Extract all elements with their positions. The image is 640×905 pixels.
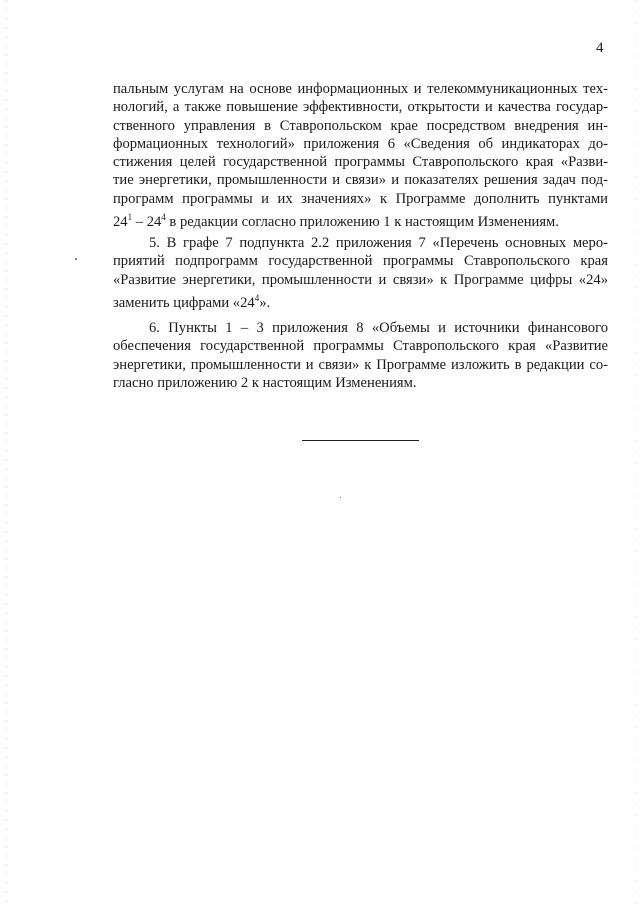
text-line xyxy=(113,208,608,230)
text-line: пальным услугам на основе информационных и телекоммуникационных тех- xyxy=(113,81,608,97)
text-line: нологий, а также повышение эффективности, открытости и качества государ- xyxy=(113,99,608,116)
scan-edge-right xyxy=(635,0,636,905)
superscript: 4 xyxy=(254,292,260,303)
text-fragment: 24 xyxy=(113,213,128,230)
text-line: гласно приложению 2 к настоящим Изменениям. xyxy=(113,374,417,391)
text-line: формационных технологий» приложения 6 «Сведения об индикаторах до- xyxy=(113,135,608,152)
scan-edge-left xyxy=(6,0,7,905)
text-fragment: ». xyxy=(259,294,271,311)
scan-speck xyxy=(340,497,341,498)
text-line: тие энергетики, промышленности и связи» и показателях решения задач под- xyxy=(113,172,608,189)
closing-divider xyxy=(302,440,419,441)
text-fragment: заменить цифрами «24 xyxy=(113,294,255,311)
paragraph-item-6 xyxy=(113,319,608,392)
text-line: стижения целей государственной программы Ставропольского края «Разви- xyxy=(113,154,608,171)
superscript: 4 xyxy=(161,212,166,223)
text-line: энергетики, промышленности и связи» к Программе изложить в редакции со- xyxy=(113,356,608,373)
text-line: «Развитие энергетики, промышленности и связи» к Программе цифры «24» xyxy=(113,271,608,288)
text-line: ственного управления в Ставропольском крае посредством внедрения ин- xyxy=(113,117,608,134)
paragraph-item-5 xyxy=(113,234,608,311)
text-fragment: – 24 xyxy=(132,213,162,230)
page-number: 4 xyxy=(596,40,604,56)
text-line: приятий подпрограмм государственной программы Ставропольского края xyxy=(113,253,608,270)
text-fragment: в редакции согласно приложению 1 к настоящим Изменениям. xyxy=(165,213,559,230)
text-line: обеспечения государственной программы Ставропольского края «Развитие xyxy=(113,338,608,355)
text-line xyxy=(113,289,608,311)
text-line: 6. Пункты 1 – 3 приложения 8 «Объемы и источники финансового xyxy=(149,320,608,336)
text-line: программ программы и их значениях» к Программе дополнить пунктами xyxy=(113,190,608,207)
scan-speck xyxy=(75,258,77,260)
paragraph-continuation xyxy=(113,80,608,230)
text-line: 5. В графе 7 подпункта 2.2 приложения 7 «Перечень основных меро- xyxy=(149,235,608,251)
superscript: 1 xyxy=(127,212,133,223)
